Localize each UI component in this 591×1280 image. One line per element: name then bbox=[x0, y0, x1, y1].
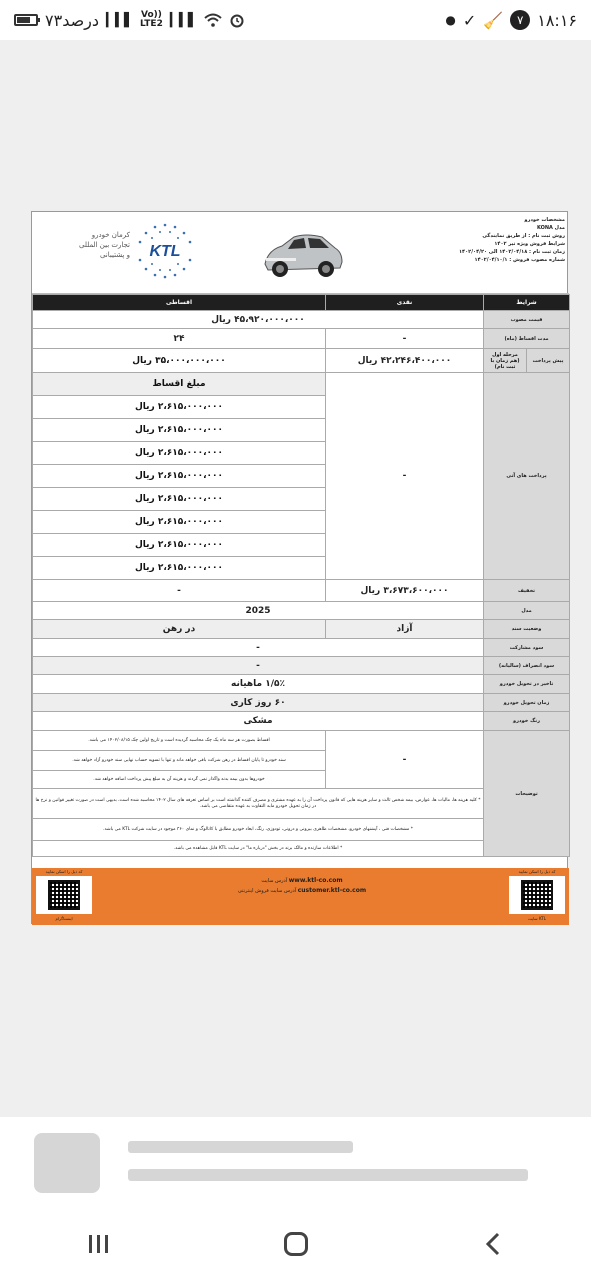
wifi-icon bbox=[204, 13, 222, 27]
installment-row-7: ۲،۶۱۵،۰۰۰،۰۰۰ ریال bbox=[33, 534, 326, 557]
doc-footer bbox=[32, 868, 569, 925]
qr-right-top-caption: کد ذیل را اسکن نمایید bbox=[518, 869, 556, 874]
subtitle-placeholder bbox=[128, 1169, 528, 1181]
status-bar bbox=[0, 0, 591, 40]
first-stage-label bbox=[484, 349, 527, 373]
doc-status-inst: در رهن bbox=[33, 620, 326, 639]
qr-code-icon bbox=[521, 880, 553, 910]
volte-label: Vo)) bbox=[140, 10, 162, 20]
first-stage-title: مرحله اول bbox=[492, 351, 518, 358]
delay-profit-label: سود انصراف (سالیانه) bbox=[484, 657, 570, 675]
delay-profit-value: - bbox=[33, 657, 484, 675]
partnership-value: - bbox=[33, 639, 484, 657]
doc-header bbox=[32, 212, 569, 294]
signal-icon-2: ▎▍▌ bbox=[169, 12, 197, 28]
footer-addresses bbox=[212, 876, 392, 896]
attachment-card[interactable] bbox=[0, 1117, 591, 1207]
home-button[interactable] bbox=[266, 1224, 326, 1264]
table-row bbox=[33, 580, 570, 602]
price-table bbox=[32, 294, 570, 857]
table-row bbox=[33, 694, 570, 712]
notes-cash: - bbox=[326, 731, 484, 789]
battery-text: ۷۳درصد bbox=[45, 10, 100, 30]
partnership-label: سود مشارکت bbox=[484, 639, 570, 657]
future-payments-label: پرداخت های آتی bbox=[484, 373, 570, 580]
battery-icon bbox=[14, 14, 38, 26]
title-placeholder bbox=[128, 1141, 353, 1153]
approved-price-label: قیمت مصوب bbox=[484, 311, 570, 329]
installment-row-2: ۲،۶۱۵،۰۰۰،۰۰۰ ریال bbox=[33, 419, 326, 442]
lte-label: LTE2 bbox=[140, 19, 163, 29]
note-inst-2: سند خودرو تا پایان اقساط در رهن شرکت باقی خواهد ماند و تنها با تسویه حساب نهایی سند خودرو آزاد خواهد شد. bbox=[33, 751, 326, 771]
price-sheet-image[interactable] bbox=[31, 211, 568, 924]
home-icon bbox=[284, 1232, 308, 1256]
installment-row-5: ۲،۶۱۵،۰۰۰،۰۰۰ ریال bbox=[33, 488, 326, 511]
delivery-time-value: ۶۰ روز کاری bbox=[33, 694, 484, 712]
qr-left-bottom-caption: اینستاگرام bbox=[55, 916, 73, 921]
back-icon bbox=[484, 1232, 502, 1256]
installment-duration-value: ۲۴ bbox=[33, 329, 326, 349]
installment-row-6: ۲،۶۱۵،۰۰۰،۰۰۰ ریال bbox=[33, 511, 326, 534]
installment-duration-label: مدت اقساط (ماه) bbox=[484, 329, 570, 349]
approved-price-value: ۴۵،۹۲۰،۰۰۰،۰۰۰ ریال bbox=[33, 311, 484, 329]
installment-row-8: ۲،۶۱۵،۰۰۰،۰۰۰ ریال bbox=[33, 557, 326, 580]
company-caption-line: تجارت بین المللی bbox=[78, 241, 130, 249]
company-caption-line: و پشتیبانی bbox=[99, 251, 130, 259]
qr-right-box bbox=[509, 876, 565, 914]
notes-label: توضیحات bbox=[484, 731, 570, 857]
checkmark-icon: ✓ bbox=[462, 10, 477, 30]
battery-fill bbox=[17, 17, 30, 23]
site-label: آدرس سایت bbox=[261, 878, 288, 884]
installment-duration-cash: - bbox=[326, 329, 484, 349]
late-delivery-value: ۱/۵٪ ماهیانه bbox=[33, 675, 484, 694]
installment-row-4: ۲،۶۱۵،۰۰۰،۰۰۰ ریال bbox=[33, 465, 326, 488]
shop-label: آدرس سایت فروش اینترنتی bbox=[237, 888, 297, 894]
clock: ۱۸:۱۶ bbox=[537, 10, 577, 30]
table-row bbox=[33, 639, 570, 657]
header-line: روش ثبت نام : از طریق نمایندگی bbox=[482, 233, 565, 239]
doc-status-label: وضعیت سند bbox=[484, 620, 570, 639]
table-row bbox=[33, 602, 570, 620]
logo-text: KTL bbox=[149, 243, 181, 260]
status-right bbox=[445, 10, 577, 30]
ktl-logo-icon bbox=[130, 220, 200, 282]
table-row bbox=[33, 311, 570, 329]
table-row bbox=[33, 712, 570, 731]
note-common-3: * اطلاعات سازنده و مالک برند در بخش "درباره ما" در سایت KTL قابل مشاهده می باشد. bbox=[33, 841, 484, 857]
dot-icon: ● bbox=[445, 13, 456, 27]
table-row bbox=[33, 675, 570, 694]
table-row bbox=[33, 373, 570, 396]
model-label: مدل bbox=[484, 602, 570, 620]
note-common-1: * کلیه هزینه ها، مالیات ها، عوارض، بیمه شخص ثالث و سایر هزینه هایی که قانون پرداخت آن را به عهده مشتری و مصرف کننده گذاشته است بر اساس تعرفه های سال ۱۴۰۲ محاسبه شده است، بدیهی است در صورت تغییر قوانین و نرخ ها در زمان تحویل خودرو مابه التفاوت به عهده متقاضی می باشد. bbox=[33, 789, 484, 819]
header-line: مشخصات خودرو bbox=[524, 217, 565, 223]
late-delivery-label: تاخیر در تحویل خودرو bbox=[484, 675, 570, 694]
doc-status-cash: آزاد bbox=[326, 620, 484, 639]
future-payments-cash: - bbox=[326, 373, 484, 580]
note-common-2: * مشخصات فنی ، آپشنهای خودرو، مشخصات ظاهری بیرونی و درونی، تودوزی، رنگ، ابعاد خودرو مطابق با کاتالوگ و نمای ۳۶۰ موجود در سایت شرکت KTL می باشد. bbox=[33, 819, 484, 841]
discount-cash: ۳،۶۷۳،۶۰۰،۰۰۰ ریال bbox=[326, 580, 484, 602]
model-value: 2025 bbox=[33, 602, 484, 620]
note-inst-1: اقساط بصورت هر سه ماه یک چک محاسبه گردیده است و تاریخ اولین چک ۱۴۰۲/۰۸/۱۵ می باشد. bbox=[33, 731, 326, 751]
company-caption bbox=[64, 230, 130, 260]
network-type bbox=[140, 11, 163, 29]
prepayment-label: پیش پرداخت bbox=[527, 349, 570, 373]
table-row bbox=[33, 349, 570, 373]
table-row bbox=[33, 657, 570, 675]
alarm-icon bbox=[229, 12, 245, 28]
note-inst-3: خودروها بدون بیمه بدنه واگذار نمی گردند و هزینه آن به مبلغ پیش پرداخت اضافه خواهد شد. bbox=[33, 771, 326, 789]
header-line: شرایط فروش ویژه تیر ۱۴۰۲ bbox=[494, 241, 565, 247]
header-lines bbox=[415, 216, 565, 264]
qr-left-box bbox=[36, 876, 92, 914]
company-caption-line: کرمان خودرو bbox=[91, 231, 130, 239]
col-installment: اقساطی bbox=[33, 295, 326, 311]
delivery-time-label: زمان تحویل خودرو bbox=[484, 694, 570, 712]
installment-row-3: ۲،۶۱۵،۰۰۰،۰۰۰ ریال bbox=[33, 442, 326, 465]
col-conditions: شرایط bbox=[484, 295, 570, 311]
qr-right-bottom-caption: سایت KTL bbox=[528, 916, 546, 921]
discount-label: تخفیف bbox=[484, 580, 570, 602]
shop-url: customer.ktl-co.com bbox=[297, 887, 367, 894]
installment-amount-header: مبلغ اقساط bbox=[33, 373, 326, 396]
color-label: رنگ خودرو bbox=[484, 712, 570, 731]
first-stage-inst: ۳۵،۰۰۰،۰۰۰،۰۰۰ ریال bbox=[33, 349, 326, 373]
back-button[interactable] bbox=[463, 1224, 523, 1264]
site-address bbox=[212, 876, 392, 886]
recents-icon bbox=[87, 1233, 111, 1255]
status-left bbox=[14, 11, 245, 30]
installment-row-1: ۲،۶۱۵،۰۰۰،۰۰۰ ریال bbox=[33, 396, 326, 419]
table-row bbox=[33, 731, 570, 751]
first-stage-cash: ۴۲،۲۴۶،۴۰۰،۰۰۰ ریال bbox=[326, 349, 484, 373]
notification-badge: ۷ bbox=[510, 10, 530, 30]
discount-inst: - bbox=[33, 580, 326, 602]
signal-icon: ▎▍▌ bbox=[106, 12, 134, 28]
cleaner-icon: 🧹 bbox=[483, 10, 504, 30]
thumbnail-placeholder bbox=[34, 1133, 100, 1193]
header-line: زمان ثبت نام : ۱۴۰۲/۰۴/۱۸ الی ۱۴۰۲/۰۴/۲۰ bbox=[458, 249, 565, 255]
qr-left-top-caption: کد ذیل را اسکن نمایید bbox=[45, 869, 83, 874]
car-image bbox=[260, 222, 345, 282]
header-line: شماره مصوب فروش : ۱۴۰۲/۰۴/۱۰/۱ bbox=[474, 257, 565, 263]
recents-button[interactable] bbox=[69, 1224, 129, 1264]
table-row bbox=[33, 620, 570, 639]
col-cash: نقدی bbox=[326, 295, 484, 311]
table-row bbox=[33, 329, 570, 349]
qr-code-icon bbox=[48, 880, 80, 910]
color-value: مشکی bbox=[33, 712, 484, 731]
site-url: www.ktl-co.com bbox=[288, 877, 343, 884]
shop-address bbox=[212, 886, 392, 896]
nav-bar bbox=[0, 1207, 591, 1280]
table-header-row bbox=[33, 295, 570, 311]
header-line: مدل KONA bbox=[536, 225, 565, 231]
first-stage-sub: (هم زمان با ثبت نام) bbox=[490, 357, 520, 370]
